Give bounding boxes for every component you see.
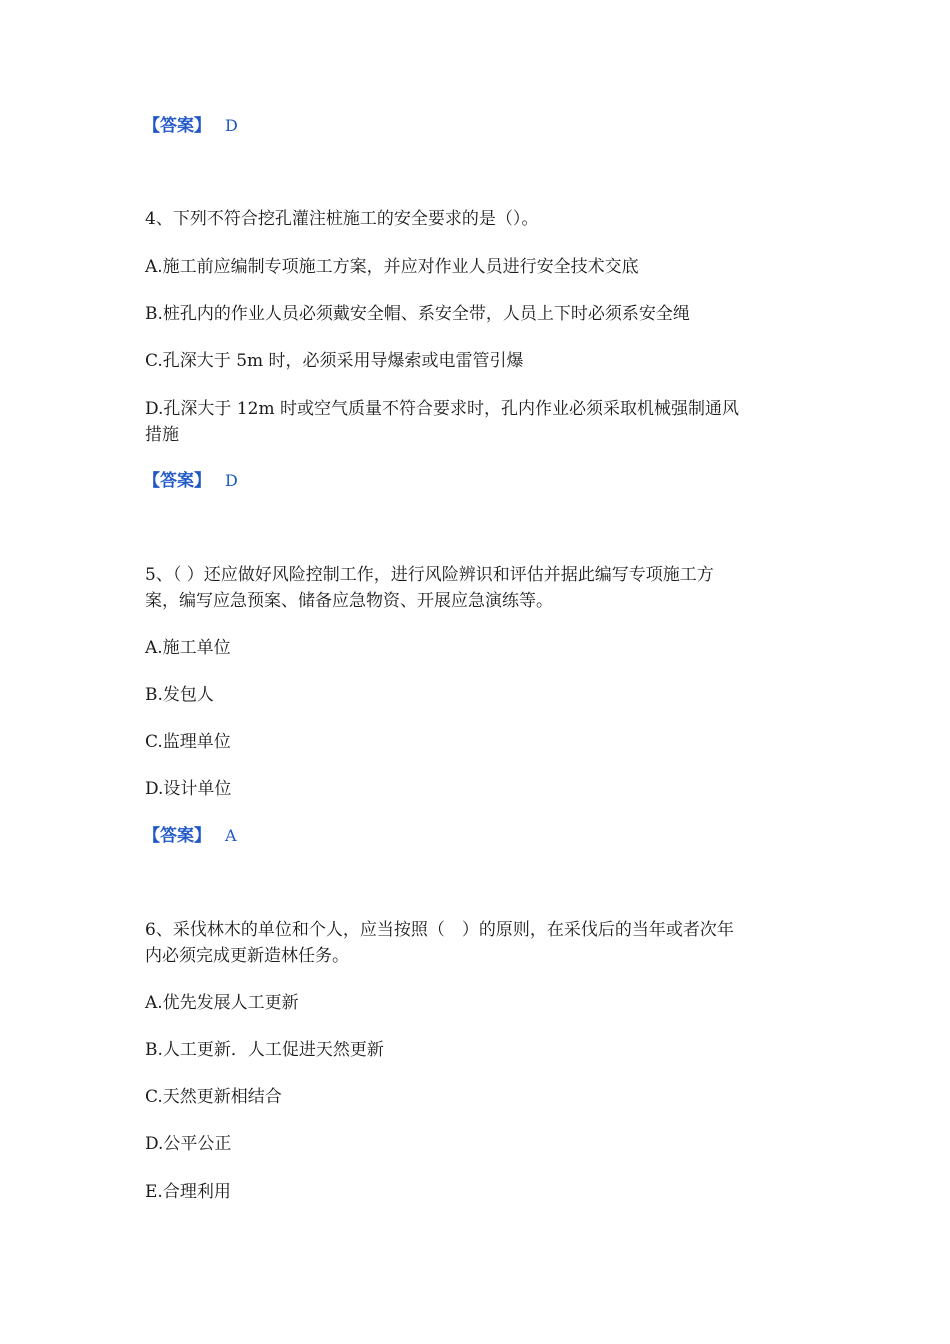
q6-stem-line1: 6、采伐林木的单位和个人，应当按照（ ）的原则，在采伐后的当年或者次年 [145, 920, 734, 940]
q4-option-d-continued: 措施 [145, 425, 179, 445]
q6-option-d: D.公平公正 [145, 1134, 232, 1154]
q4-option-a: A.施工前应编制专项施工方案，并应对作业人员进行安全技术交底 [145, 257, 639, 277]
answer-value: D [225, 116, 238, 135]
answer-value: A [225, 826, 237, 845]
q6-option-c: C.天然更新相结合 [145, 1087, 282, 1107]
q5-option-c: C.监理单位 [145, 732, 231, 752]
answer-label: 【答案】 [143, 826, 211, 846]
q5-option-d: D.设计单位 [145, 779, 232, 799]
q5-option-a: A.施工单位 [145, 638, 231, 658]
q5-stem-line2: 案，编写应急预案、储备应急物资、开展应急演练等。 [145, 591, 553, 611]
q6-option-a: A.优先发展人工更新 [145, 993, 299, 1013]
q6-option-b: B.人工更新．人工促进天然更新 [145, 1040, 384, 1060]
answer-label: 【答案】 [143, 116, 211, 136]
q5-answer [143, 824, 237, 848]
answer-label: 【答案】 [143, 471, 211, 491]
q5-option-b: B.发包人 [145, 685, 214, 705]
q4-option-c: C.孔深大于 5m 时，必须采用导爆索或电雷管引爆 [145, 351, 524, 371]
q4-stem: 4、下列不符合挖孔灌注桩施工的安全要求的是（）。 [145, 209, 539, 229]
q6-option-e: E.合理利用 [145, 1182, 231, 1202]
q4-answer [143, 469, 238, 493]
answer-value: D [225, 471, 238, 490]
q4-option-b: B.桩孔内的作业人员必须戴安全帽、系安全带，人员上下时必须系安全绳 [145, 304, 690, 324]
q3-answer [143, 114, 238, 138]
q6-stem-line2: 内必须完成更新造林任务。 [145, 946, 349, 966]
q4-option-d: D.孔深大于 12m 时或空气质量不符合要求时，孔内作业必须采取机械强制通风 [145, 399, 739, 419]
q5-stem-line1: 5、（ ）还应做好风险控制工作，进行风险辨识和评估并据此编写专项施工方 [145, 565, 714, 585]
